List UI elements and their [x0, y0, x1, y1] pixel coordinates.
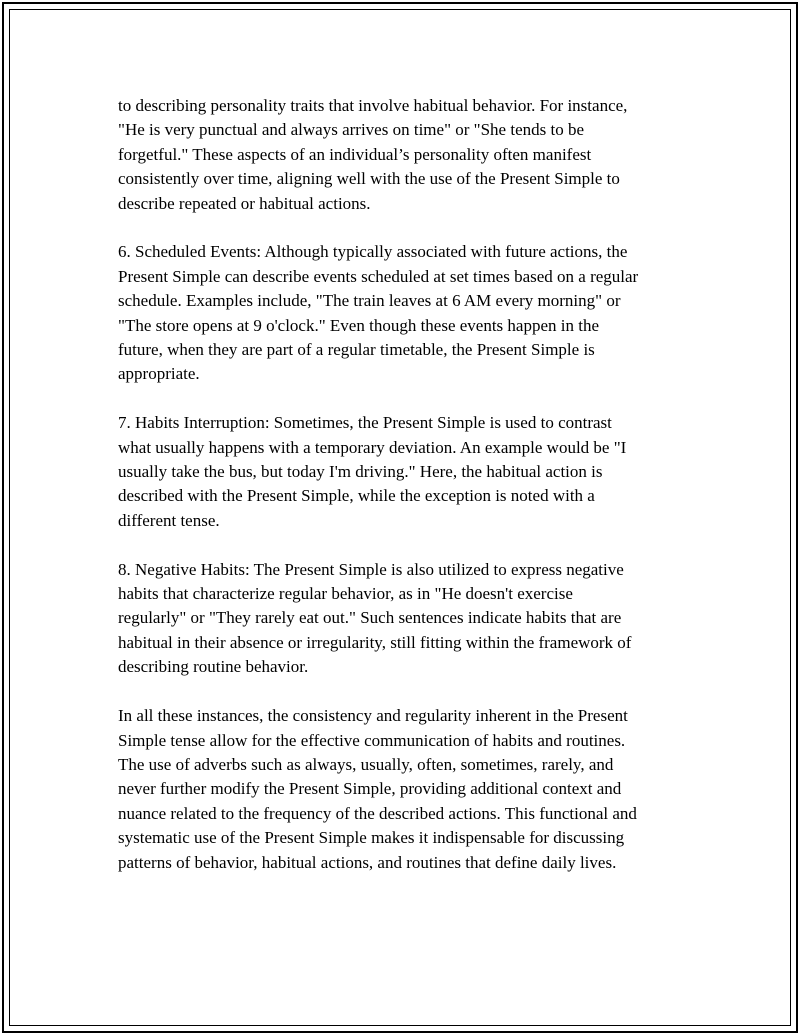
paragraph-conclusion: In all these instances, the consistency and regularity inherent in the Present Simple tense allow for the effective communication of habits and routines. The use of adverbs such as always, usually, often, sometimes, rarely, and never further modify the Present Simple, providing additional context and nuance related to the frequency of the described actions. This functional and systematic use of the Present Simple makes it indispensable for discussing patterns of behavior, habitual actions, and routines that define daily lives.: [118, 706, 637, 872]
paragraph-scheduled-events: 6. Scheduled Events: Although typically associated with future actions, the Present Simple can describe events scheduled at set times based on a regular schedule. Examples include, "The train leaves at 6 AM every morning" or "The store opens at 9 o'clock." Even though these events happen in the future, when they are part of a regular timetable, the Present Simple is appropriate.: [118, 242, 639, 384]
paragraph-negative-habits: 8. Negative Habits: The Present Simple is also utilized to express negative habits that characterize regular behavior, as in "He doesn't exercise regularly" or "They rarely eat out." Such sentences indicate habits that are habitual in their absence or irregularity, still fitting within the framework of describing routine behavior.: [118, 559, 632, 677]
paragraph-personality-traits: to describing personality traits that involve habitual behavior. For instance, "He is very punctual and always arrives on time" or "She tends to be forgetful." These aspects of an individual’s personality often manifest consistently over time, aligning well with the use of the Present Simple to describe repeated or habitual actions.: [118, 96, 628, 213]
paragraph-habits-interruption: 7. Habits Interruption: Sometimes, the Present Simple is used to contrast what usually happens with a temporary deviation. An example would be "I usually take the bus, but today I'm driving." Here, the habitual action is described with the Present Simple, while the exception is noted with a different tense.: [118, 413, 627, 530]
document-body: [118, 94, 698, 899]
